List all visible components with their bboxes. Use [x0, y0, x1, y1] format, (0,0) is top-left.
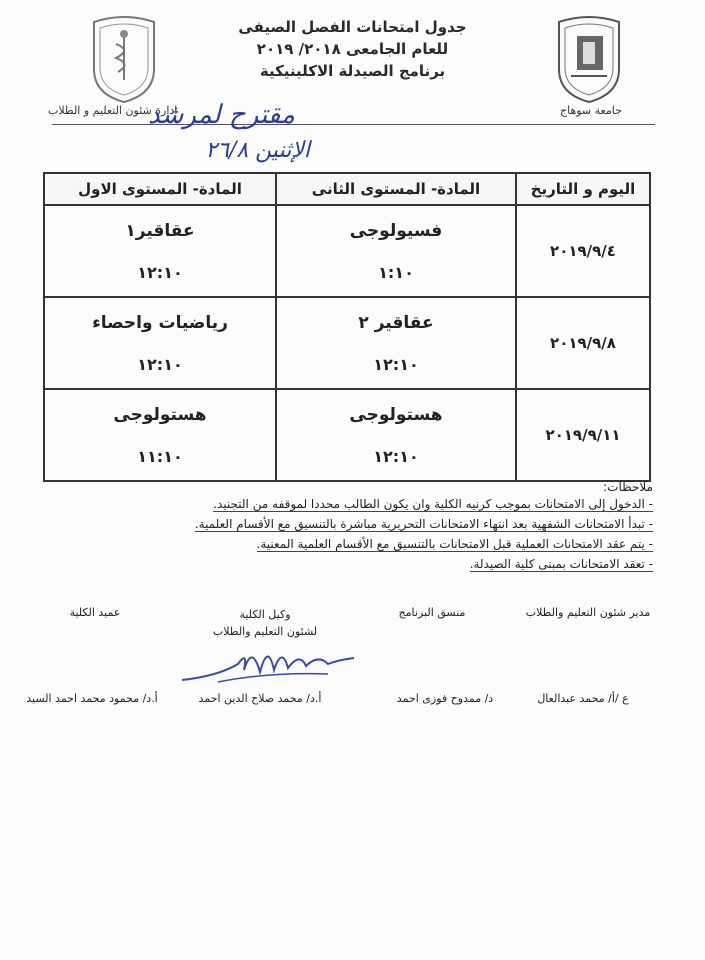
signature-title-vice-dean: وكيل الكلية لشئون التعليم والطلاب	[212, 608, 318, 638]
level1-subject: عقاقير١	[125, 220, 195, 241]
level1-time: ١٢:١٠	[137, 354, 183, 374]
date-cell	[516, 297, 650, 389]
academic-year: للعام الجامعى ٢٠١٨/ ٢٠١٩	[256, 40, 449, 58]
level1-cell	[44, 205, 276, 297]
signature-title-director: مدير شئون التعليم والطلاب	[525, 606, 651, 619]
table-row	[44, 297, 650, 389]
handwritten-note-line2: الإثنين ٢٦/٨	[205, 138, 310, 163]
date-cell	[516, 205, 650, 297]
level2-subject: فسيولوجى	[349, 220, 443, 241]
exam-date: ٢٠١٩/٩/٨	[550, 334, 616, 352]
level2-subject: عقاقير ٢	[358, 312, 434, 333]
signature-name-coordinator: د/ ممدوح فوزى احمد	[396, 692, 494, 705]
signature-title-dean: عميد الكلية	[69, 606, 121, 619]
level1-cell	[44, 389, 276, 481]
level2-subject: هستولوجى	[349, 404, 443, 425]
note-text: - يتم عقد الامتحانات العملية قبل الامتحانات بالتنسيق مع الأقسام العلمية المعنية.	[256, 537, 653, 551]
level2-cell	[276, 205, 516, 297]
header-level1: المادة- المستوى الاول	[44, 173, 276, 205]
level2-time: ١٢:١٠	[373, 354, 419, 374]
level1-time: ١١:١٠	[137, 446, 183, 466]
document-title: جدول امتحانات الفصل الصيفى	[238, 18, 467, 36]
signature-name-director: ع /أ/ محمد عبدالعال	[537, 692, 629, 705]
level1-subject: هستولوجى	[113, 404, 207, 425]
level2-time: ١:١٠	[378, 262, 414, 282]
level2-time: ١٢:١٠	[373, 446, 419, 466]
level2-cell	[276, 297, 516, 389]
exam-date: ٢٠١٩/٩/١١	[545, 426, 621, 444]
note-text: - تعقد الامتحانات بمبنى كلية الصيدلة.	[469, 557, 653, 571]
level2-cell	[276, 389, 516, 481]
note-item	[53, 516, 653, 533]
notes-section	[53, 480, 653, 576]
notes-heading: ملاحظات:	[603, 480, 653, 494]
department-label: ادارة شئون التعليم و الطلاب	[48, 104, 178, 117]
table-row	[44, 389, 650, 481]
note-item	[53, 496, 653, 513]
table-header-row	[44, 173, 650, 205]
level1-time: ١٢:١٠	[137, 262, 183, 282]
level1-cell	[44, 297, 276, 389]
exam-date: ٢٠١٩/٩/٤	[550, 242, 616, 260]
header-level2: المادة- المستوى الثانى	[276, 173, 516, 205]
university-label: جامعة سوهاج	[560, 104, 622, 117]
note-item	[53, 536, 653, 553]
signature-name-dean: أ.د/ محمود محمد احمد السيد	[26, 692, 158, 705]
handwritten-note-line1: مقترح لمرشد	[147, 100, 295, 130]
table-row	[44, 205, 650, 297]
handwritten-signature	[178, 636, 358, 688]
level1-subject: رياضيات واحصاء	[92, 312, 228, 333]
signature-title-coordinator: منسق البرنامج	[398, 606, 466, 619]
date-cell	[516, 389, 650, 481]
note-text: - الدخول إلى الامتحانات بموجب كرنيه الكلية وان يكون الطالب محددا لموقفه من التجنيد.	[213, 497, 653, 511]
header-date: اليوم و التاريخ	[516, 173, 650, 205]
signature-name-vice-dean: أ.د/ محمد صلاح الدين احمد	[198, 692, 322, 705]
header-divider	[52, 124, 655, 125]
note-item	[53, 556, 653, 573]
program-name: برنامج الصيدلة الاكلينيكية	[259, 62, 446, 80]
note-text: - تبدأ الامتحانات الشفهية بعد انتهاء الامتحانات التحريرية مباشرة بالتنسيق مع الأقسام العلمية.	[194, 517, 653, 531]
exam-schedule-table	[43, 172, 651, 482]
